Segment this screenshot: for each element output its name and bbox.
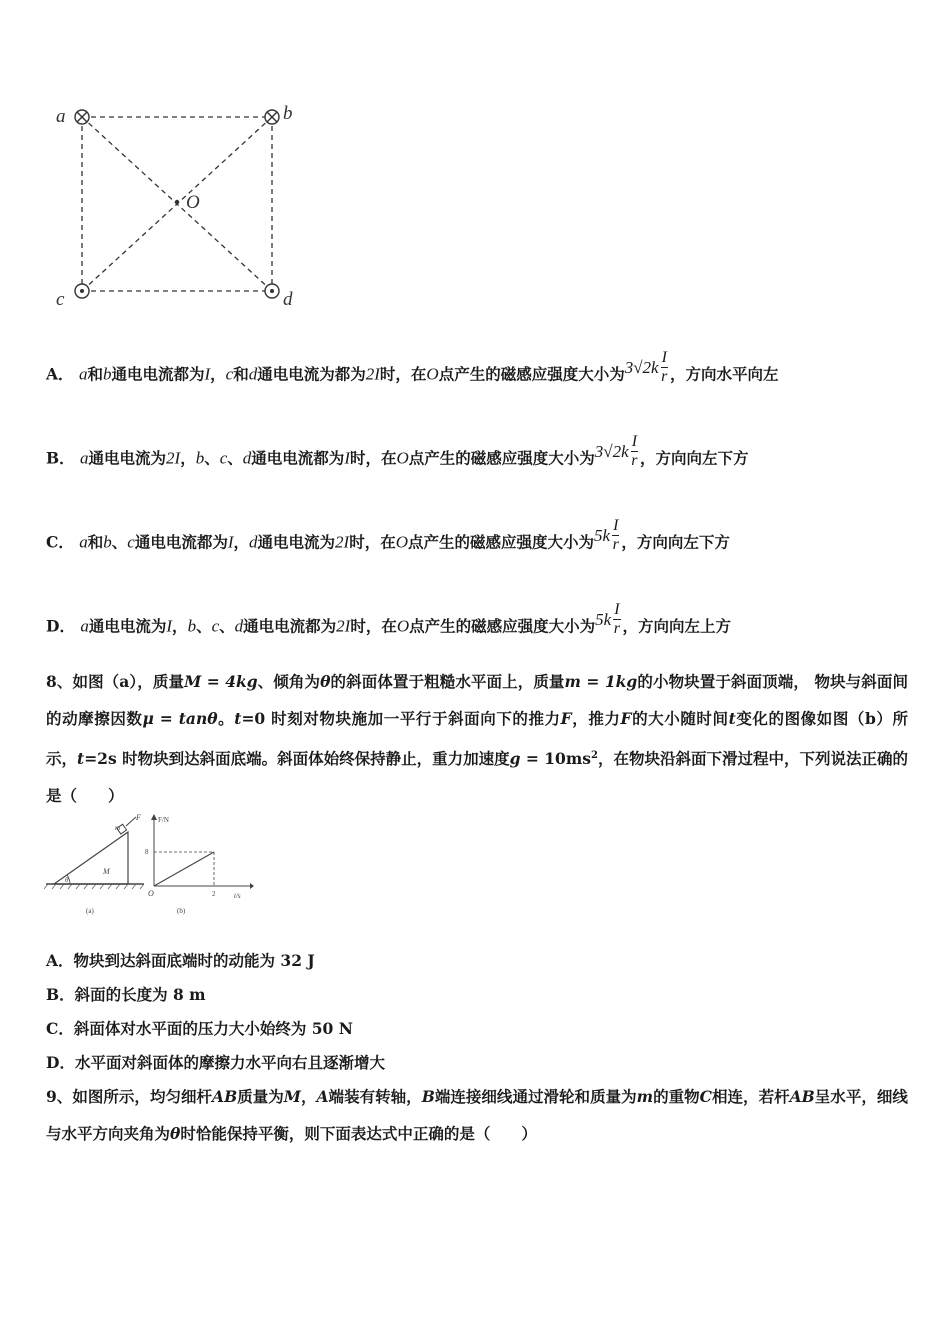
- center-point: [175, 200, 179, 204]
- q8-option-c[interactable]: C．斜面体对水平面的压力大小始终为 50 N: [46, 1019, 353, 1038]
- force-arrow: [126, 817, 136, 826]
- figure-incline-and-graph: [44, 812, 254, 922]
- figure-square-currents: [50, 95, 310, 315]
- q8-option-b[interactable]: B．斜面的长度为 8 m: [46, 985, 206, 1004]
- axis-label-t: t/s: [234, 892, 241, 900]
- question-8-text: 8、如图（a），质量M = 4kg、倾角为θ的斜面体置于粗糙水平面上，质量m = 1kg的小物块置于斜面顶端， 物块与斜面间的动摩擦因数μ = tanθ。t=0 时刻对物块施加一平行于斜面向下的推力F，推力F的大小随时间t变化的图像如图（b）所示，t=2s 时物块到达斜面底端。斜面体始终保持静止，重力加速度$g = 10ms^2$，在物块沿斜面下滑过程中，下列说法正确的是（ ）: [46, 672, 908, 806]
- tick-2: 2: [212, 890, 216, 898]
- option-d[interactable]: D． a通电电流为I，b、c、d通电电流都为2I时，在O点产生的磁感应强度大小为5k $\frac{I}{r}$ ，方向向左上方: [46, 601, 732, 637]
- tick-8: 8: [145, 848, 149, 856]
- label-a: a: [56, 106, 66, 127]
- caption-a: (a): [86, 907, 94, 915]
- q8-option-a[interactable]: A．物块到达斜面底端时的动能为 32 J: [46, 951, 315, 970]
- origin-O: O: [148, 889, 154, 898]
- option-d-label: D．: [46, 616, 75, 636]
- caption-b: (b): [177, 907, 186, 915]
- label-F: F: [136, 813, 141, 822]
- label-m: m: [115, 824, 121, 832]
- option-b-label: B．: [46, 448, 75, 468]
- label-o: O: [186, 192, 200, 213]
- formula-coef: 3√2k: [624, 357, 659, 377]
- label-theta: θ: [65, 876, 69, 884]
- option-b[interactable]: B． a通电电流为2I，b、c、d通电电流都为I时，在O点产生的磁感应强度大小为3√2k $\frac{I}{r}$ ，方向向左下方: [46, 433, 749, 469]
- axis-label-F: F/N: [158, 816, 169, 824]
- label-M: M: [103, 867, 110, 876]
- label-c: c: [56, 289, 65, 310]
- option-a-label: A．: [46, 364, 74, 384]
- option-c[interactable]: C． a和b、c通电电流都为I，d通电电流为2I时，在O点产生的磁感应强度大小为5k $\frac{I}{r}$ ，方向向左下方: [46, 517, 730, 553]
- label-b: b: [283, 103, 293, 124]
- force-line: [154, 852, 214, 886]
- q8-option-d[interactable]: D．水平面对斜面体的摩擦力水平向右且逐渐增大: [46, 1053, 385, 1072]
- option-c-label: C．: [46, 532, 74, 552]
- label-d: d: [283, 289, 293, 310]
- option-a[interactable]: A． a和b通电电流都为I，c和d通电电流为都为2I时，在O点产生的磁感应强度大小为3√2k $\frac{I}{r}$ ，方向水平向左: [46, 349, 779, 385]
- question-9-text: 9、如图所示，均匀细杆AB质量为M，A端装有转轴，B端连接细线通过滑轮和质量为m的重物C相连，若杆AB呈水平，细线与水平方向夹角为θ时恰能保持平衡，则下面表达式中正确的是（ ）: [46, 1087, 908, 1143]
